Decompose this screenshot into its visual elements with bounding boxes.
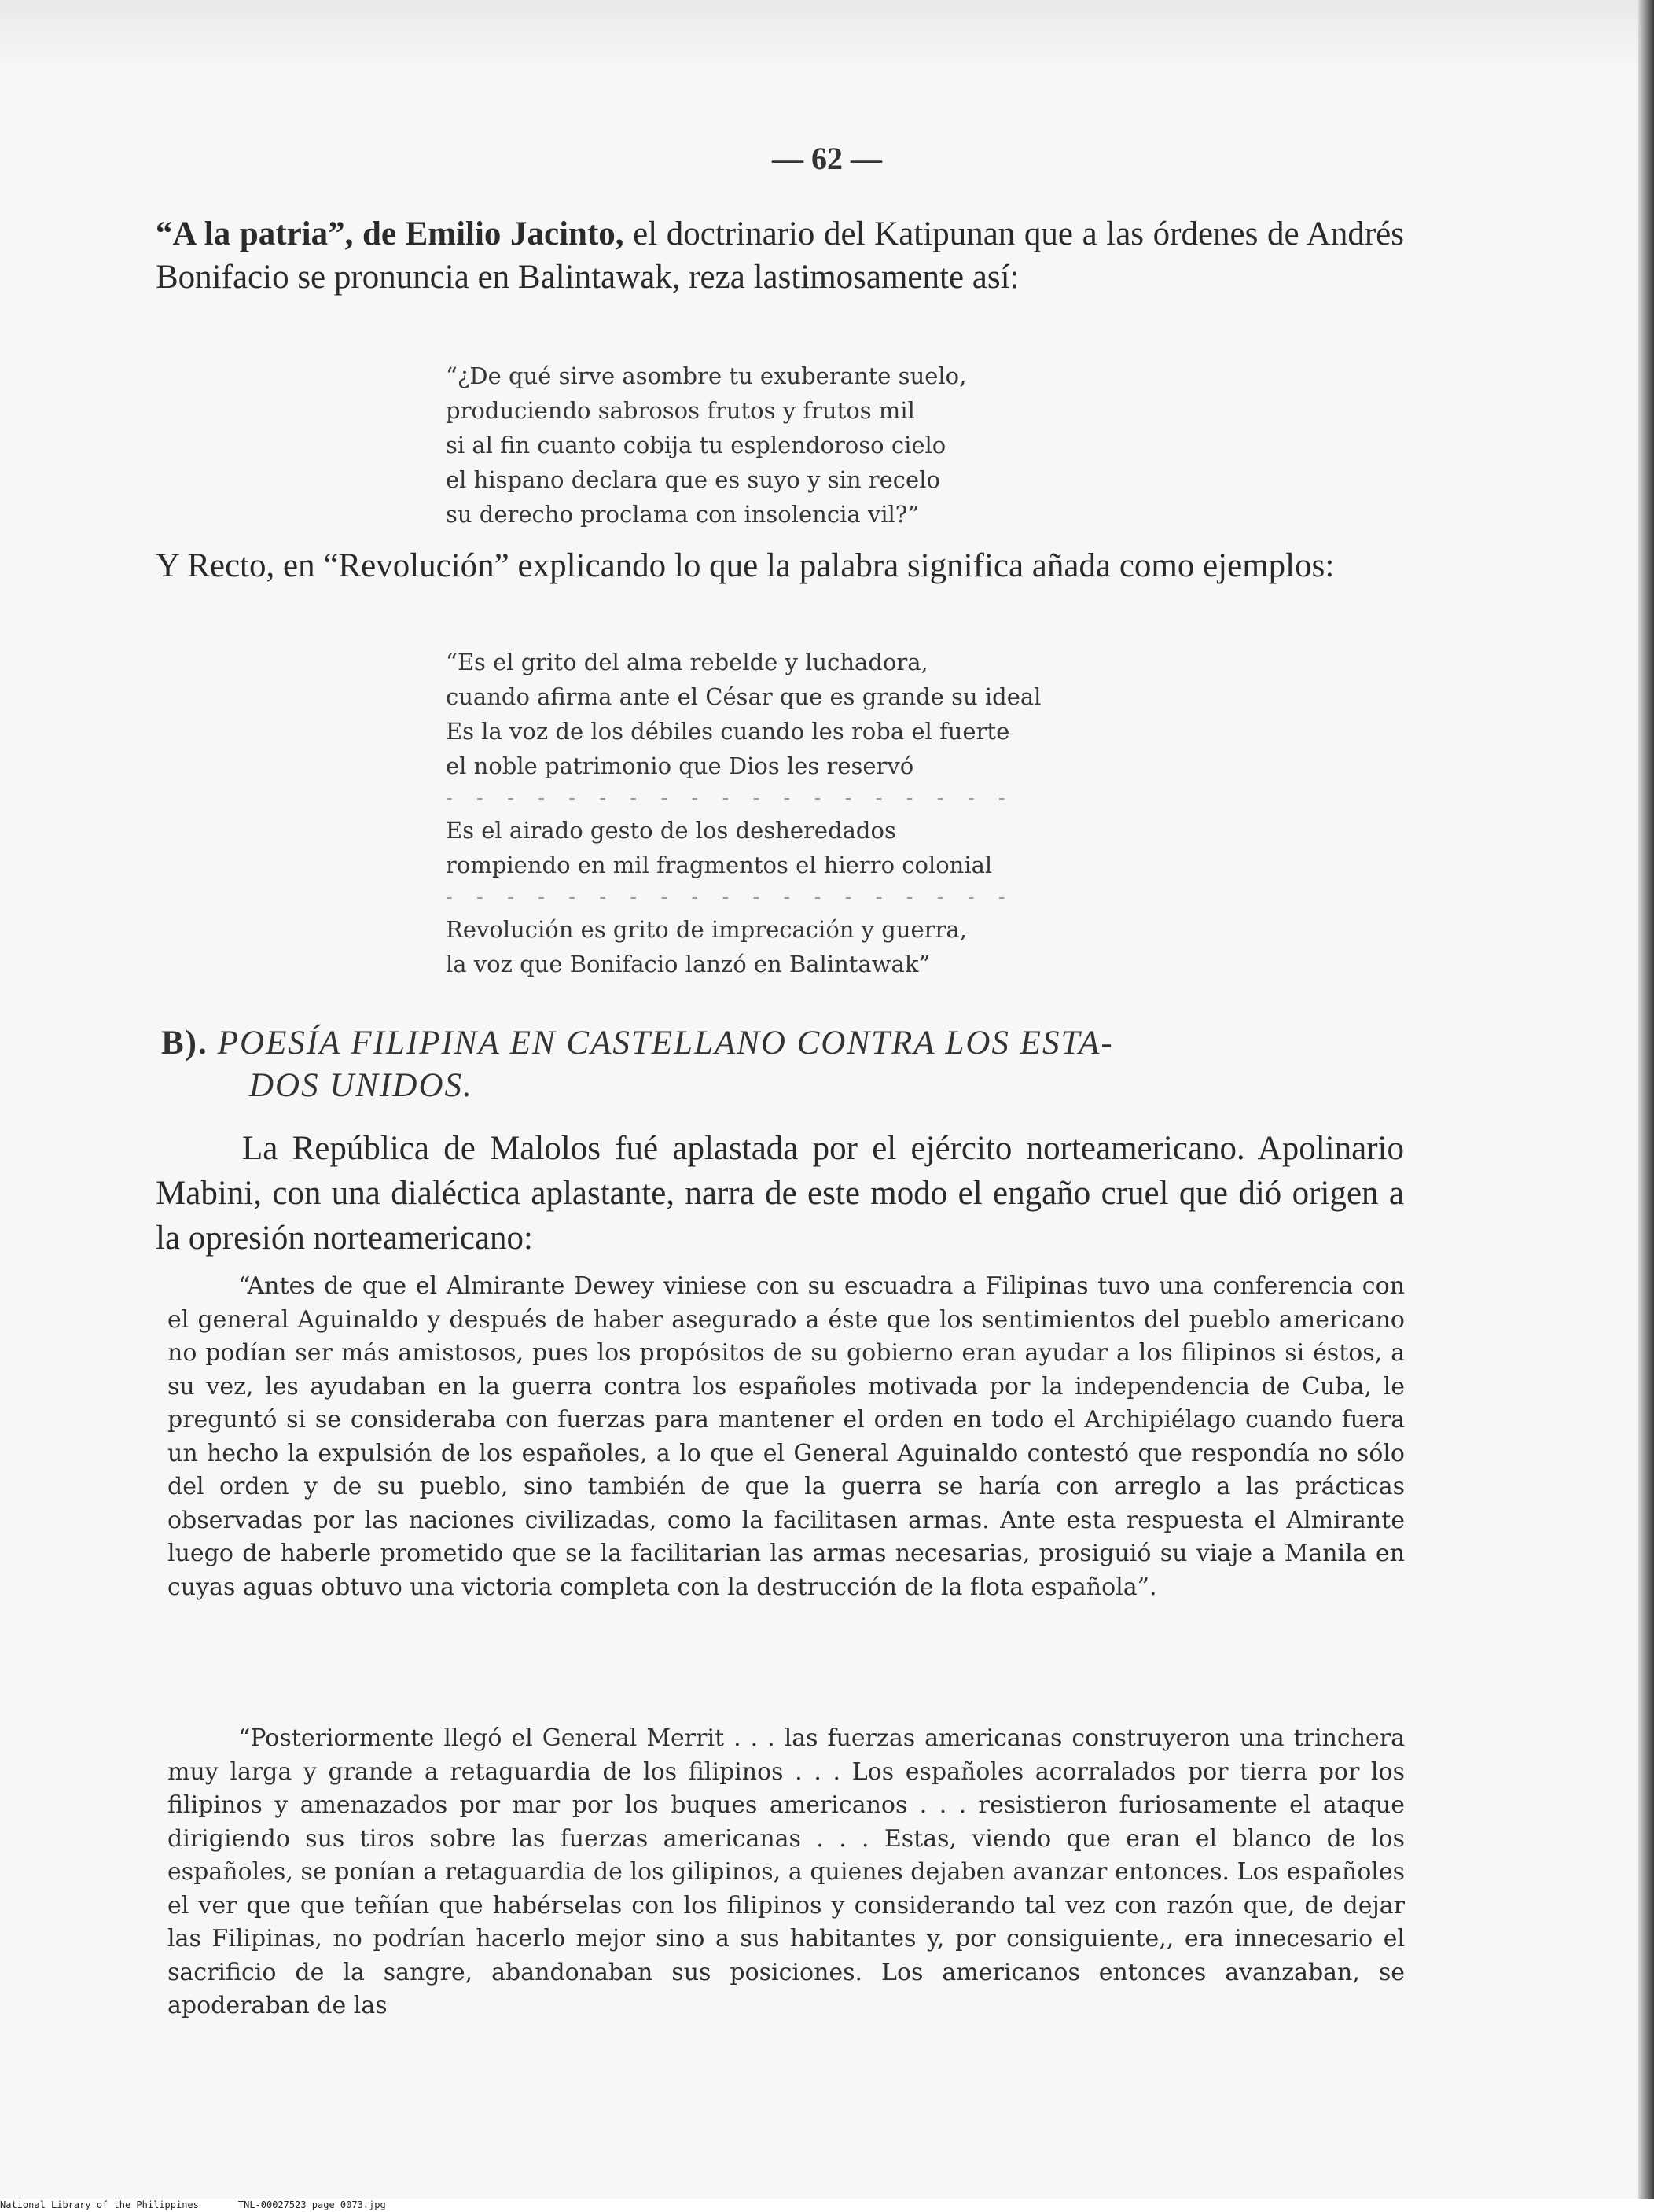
page-edge-shadow: [1638, 0, 1654, 2212]
poem-line: rompiendo en mil fragmentos el hierro colonial: [446, 852, 993, 878]
page-number: — 62 —: [772, 141, 882, 176]
section-heading-line1: POESÍA FILIPINA EN CASTELLANO CONTRA LOS ESTA-: [217, 1025, 1114, 1062]
intro-paragraph: [156, 212, 1404, 299]
section-heading: [161, 1022, 1403, 1107]
stanza-separator: - - - - - - - - - - - - - - - - - - -: [446, 885, 1014, 909]
quote-merrit: “Posteriormente llegó el General Merrit . . . las fuerzas americanas construyeron una trinchera muy larga y grande a retaguardia de los filipinos . . . Los españoles acorralados por tierra por los filipinos y amenazados por mar por los buques americanos . . . resistieron furiosamente el ataque dirigiendo sus tiros sobre las fuerzas americanas . . . Estas, viendo que eran el blanco de los españoles, se ponían a retaguardia de los gilipinos, a quienes dejaben avanzar entonces. Los españoles el ver que que teñían que habérselas con los filipinos y considerando tal vez con razón que, de dejar las Filipinas, no podrían hacerlo mejor sino a sus habitantes y, por consiguiente,, era innecesario el sacrificio de la sangre, abandonaban sus posiciones. Los americanos entonces avanzaban, se apoderaban de las: [167, 1724, 1405, 2019]
intro-paragraph-body: el doctrinario del Katipunan que a las órdenes de Andrés Bonifacio se pronuncia en Balintawak, reza lastimosamente así:: [156, 215, 1404, 296]
poem-line: el hispano declara que es suyo y sin recelo: [446, 466, 940, 493]
poem-line: su derecho proclama con insolencia vil?”: [446, 501, 920, 528]
poem-line: Es el airado gesto de los desheredados: [446, 817, 896, 844]
poem-line: la voz que Bonifacio lanzó en Balintawak”: [446, 951, 931, 977]
section-heading-prefix: B).: [161, 1025, 208, 1062]
poem-line: cuando afirma ante el César que es grande su ideal: [446, 683, 1042, 710]
poem-line: “¿De qué sirve asombre tu exuberante suelo,: [446, 363, 967, 389]
poem-line: Es la voz de los débiles cuando les roba el fuerte: [446, 718, 1010, 745]
footer-file-id: TNL-00027523_page_0073.jpg: [237, 2199, 386, 2210]
poem-line: “Es el grito del alma rebelde y luchadora,: [446, 649, 928, 675]
poem-a-la-patria: [446, 359, 1232, 532]
section-heading-line2: DOS UNIDOS.: [249, 1067, 473, 1104]
quote-dewey: “Antes de que el Almirante Dewey viniese con su escuadra a Filipinas tuvo una conferencia con el general Aguinaldo y después de haber asegurado a éste que los sentimientos del pueblo americano no podían ser más amistosos, pues los propósitos de su gobierno eran ayudar a los filipinos si éstos, a su vez, les ayudaban en la guerra contra los españoles motivada por la independencia de Cuba, le preguntó si se consideraba con fuerzas para mantener el orden en todo el Archipiélago cuando fuera un hecho la expulsión de los españoles, a lo que el General Aguinaldo contestó que respondía no sólo del orden y de su pueblo, sino también de que la guerra se haría con arreglo a las prácticas observadas por las naciones civilizadas, como la facilitasen armas. Ante esta respuesta el Almirante luego de haberle prometido que se la facilitarian las armas necesarias, prosiguió su viaje a Manila en cuyas aguas obtuvo una victoria completa con la destrucción de la flota española”.: [167, 1272, 1405, 1601]
intro-paragraph-lead: “A la patria”, de Emilio Jacinto,: [156, 215, 624, 252]
scan-footer: [0, 2199, 1654, 2212]
poem-line: el noble patrimonio que Dios les reservó: [446, 753, 914, 779]
page-top-shadow: [0, 0, 1654, 71]
poem-line: si al fin cuanto cobija tu esplendoroso cielo: [446, 432, 946, 458]
republica-paragraph: La República de Malolos fué aplastada por el ejército norteamericano. Apolinario Mabini, con una dialéctica aplastante, narra de este modo el engaño cruel que dió origen a la opresión norteamericano:: [156, 1130, 1404, 1257]
poem-line: Revolución es grito de imprecación y guerra,: [446, 916, 967, 943]
stanza-separator: - - - - - - - - - - - - - - - - - - -: [446, 786, 1014, 810]
poem-line: produciendo sabrosos frutos y frutos mil: [446, 397, 915, 424]
poem-revolucion: [446, 645, 1232, 981]
footer-library: National Library of the Philippines: [0, 2199, 199, 2210]
recto-paragraph: Y Recto, en “Revolución” explicando lo que la palabra significa añada como ejemplos:: [156, 547, 1335, 584]
